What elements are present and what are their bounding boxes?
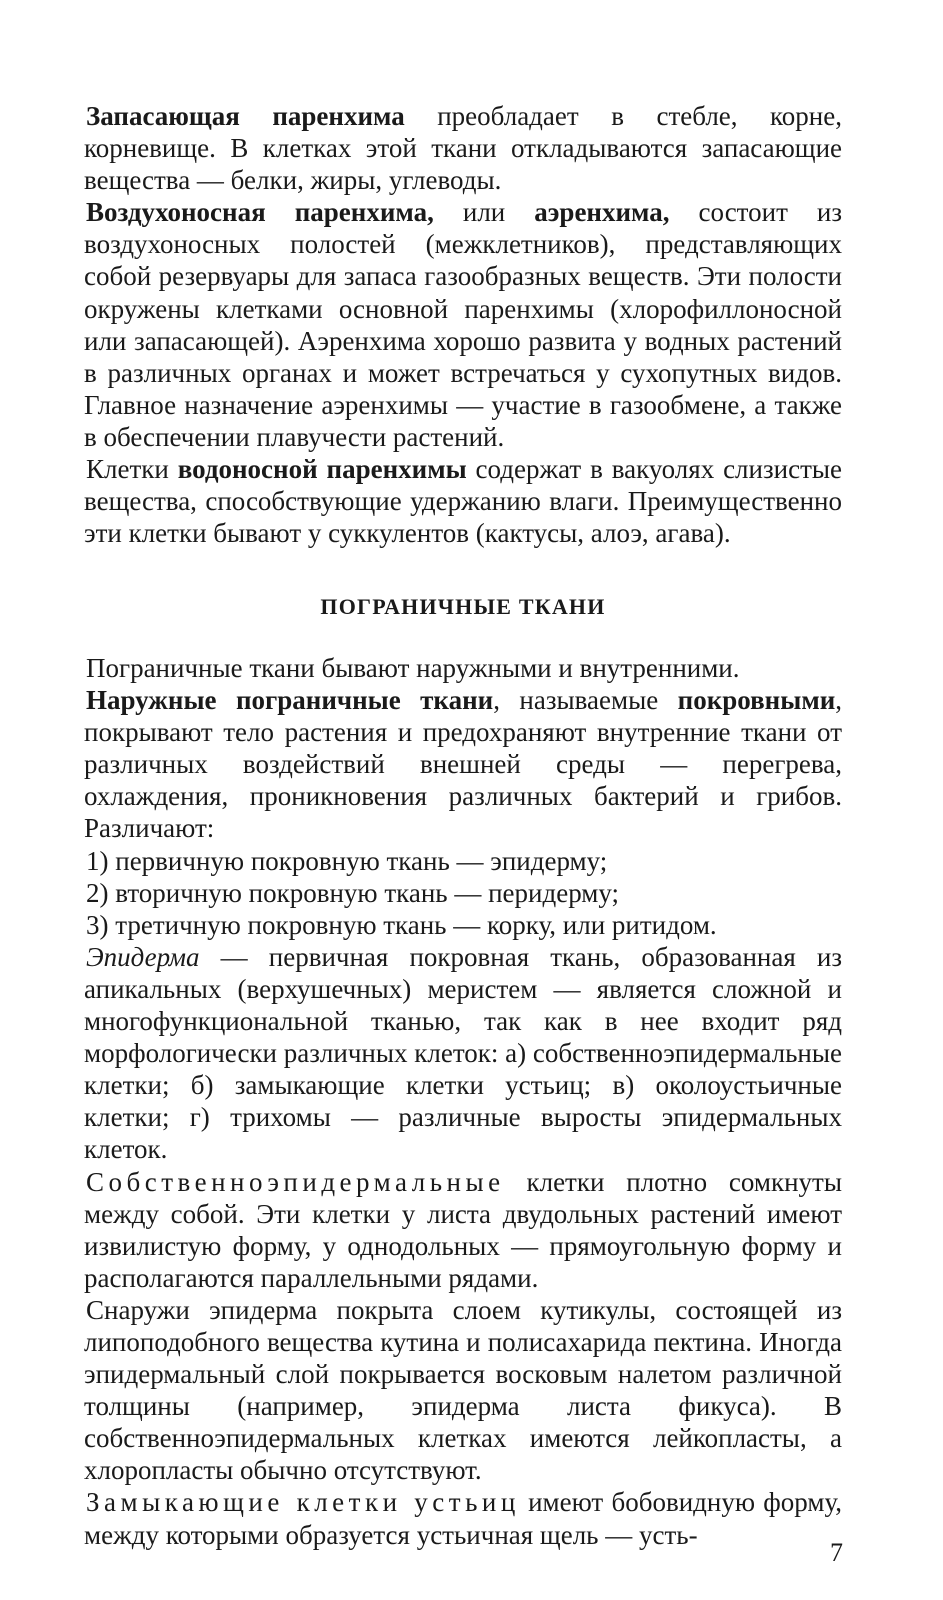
paragraph-text: , покрывают тело растения и предохраняют внутренние ткани от различных воздействий внешней среды — перегрева, охлаждения, проникновения различных бактерий и грибов. Различают:	[84, 685, 843, 844]
paragraph-water-parenchyma	[84, 453, 842, 549]
term-covering: покровными	[677, 685, 836, 716]
term-storage-parenchyma: Запасающая паренхима	[86, 101, 405, 131]
page-number: 7	[830, 1538, 843, 1567]
paragraph-text: — первичная покровная ткань, образованная из апикальных (верхушечных) меристем — является сложной и многофункциональной тканью, так как в нее входит ряд морфологически различных клеток: а) собственноэпидермальные клетки; б) замыкающие клетки устьиц; в) околоустьичные клетки; г) трихомы — различные выросты эпидермальных клеток.	[84, 941, 842, 1165]
paragraph-epidermal-cells	[84, 1166, 842, 1294]
term-guard-cells: Замыкающие клетки устьиц	[86, 1487, 520, 1518]
paragraph-epidermis	[84, 941, 842, 1166]
term-epidermal-cells: Собственноэпидермальные	[86, 1166, 505, 1197]
term-epidermis: Эпидерма	[86, 941, 200, 972]
paragraph-air-parenchyma	[84, 196, 842, 453]
bottom-text-block	[84, 652, 842, 1551]
paragraph-external-tissues	[84, 684, 842, 844]
paragraph-intro: Пограничные ткани бывают наружными и внутренними.	[86, 653, 740, 683]
paragraph-guard-cells	[84, 1486, 842, 1550]
paragraph-text: , называемые	[493, 685, 678, 716]
paragraph-text: содержат в вакуолях слизистые вещества, способствующие удержанию влаги. Преимущественно эти клетки бывают у суккулентов (кактусы, алоэ, агава).	[84, 454, 842, 549]
term-external-tissues: Наружные пограничные ткани	[86, 685, 494, 716]
term-air-parenchyma: Воздухоносная паренхима,	[86, 197, 434, 228]
paragraph-storage-parenchyma	[84, 100, 842, 196]
paragraph-text: состоит из воздухоносных полостей (межклетников), представляющих собой резервуары для запаса газообразных веществ. Эти полости окружены клетками основной паренхимы (хлорофиллоносной или запасающей). Аэренхима хорошо развита у водных растений в различных органах и может встречаться у сухопутных видов. Главное назначение аэренхимы — участие в газообмене, а также в обеспечении плавучести растений.	[84, 197, 842, 452]
top-text-block	[84, 100, 842, 549]
list-item: 2) вторичную покровную ткань — перидерму;	[86, 877, 620, 908]
paragraph-text: имеют бобовидную форму, между которыми образуется устьичная щель — усть-	[84, 1487, 843, 1550]
section-heading: ПОГРАНИЧНЫЕ ТКАНИ	[320, 594, 606, 619]
term-aerenchyma: аэренхима,	[534, 197, 670, 228]
term-water-parenchyma: водоносной паренхимы	[177, 454, 467, 485]
paragraph-text: Клетки	[86, 454, 178, 485]
paragraph-cuticle: Снаружи эпидерма покрыта слоем кутикулы, состоящей из липоподобного вещества кутина и полисахарида пектина. Иногда эпидермальный слой покрывается восковым налетом различной толщины (например, эпидерма листа фикуса). В собственноэпидермальных клетках имеются лейкопласты, а хлоропласты обычно отсутствуют.	[84, 1294, 842, 1486]
paragraph-text: или	[433, 197, 535, 228]
list-item: 1) первичную покровную ткань — эпидерму;	[86, 845, 608, 876]
paragraph-text: клетки плотно сомкнуты между собой. Эти клетки у листа двудольных растений имеют извилистую форму, у однодольных — прямоугольную форму и располагаются параллельными рядами.	[84, 1166, 842, 1293]
paragraph-text: преобладает в стебле, корне, корневище. В клетках этой ткани откладываются запасающие вещества — белки, жиры, углеводы.	[84, 101, 842, 196]
list-item: 3) третичную покровную ткань — корку, или ритидом.	[86, 909, 717, 940]
